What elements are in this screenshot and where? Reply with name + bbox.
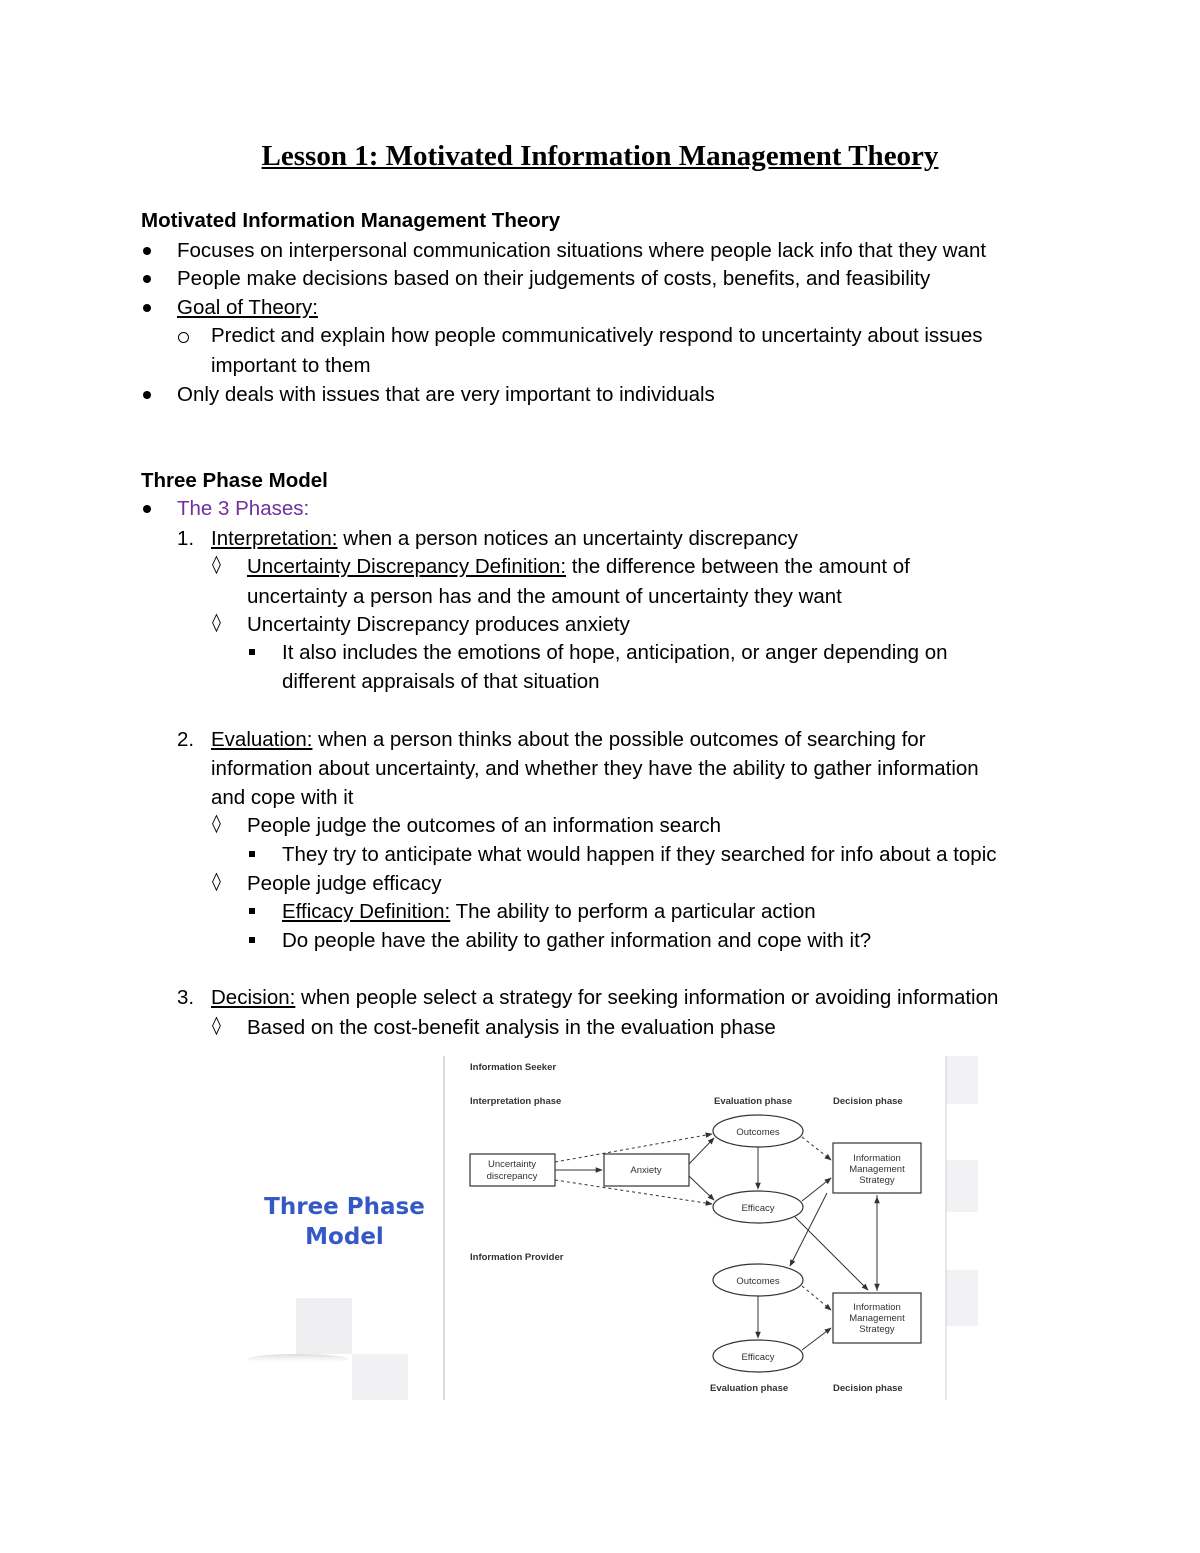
decorative-square bbox=[296, 1298, 352, 1354]
section-heading-three-phase: Three Phase Model bbox=[141, 469, 328, 492]
sub-list-item: Based on the cost-benefit analysis in the evaluation phase bbox=[247, 1016, 776, 1039]
definition-term: Efficacy Definition: bbox=[282, 900, 451, 923]
efficacy-bottom-text: Efficacy bbox=[741, 1352, 775, 1363]
sub-list-item: People judge efficacy bbox=[247, 872, 442, 895]
bullet-icon bbox=[143, 505, 151, 513]
section-heading-mimt: Motivated Information Management Theory bbox=[141, 209, 561, 232]
outcomes-top-text: Outcomes bbox=[736, 1127, 780, 1138]
phase-2-text: when a person thinks about the possible outcomes of searching for bbox=[312, 728, 926, 751]
diamond-bullet-icon: ◊ bbox=[212, 813, 221, 834]
three-phase-model-figure bbox=[240, 1052, 980, 1402]
ims-top-line2: Management bbox=[849, 1164, 905, 1175]
sub-list-item: Predict and explain how people communicatively respond to uncertainty about issues bbox=[211, 324, 983, 347]
sub-list-item: People judge the outcomes of an information search bbox=[247, 814, 722, 837]
sub-sub-list-item: It also includes the emotions of hope, anticipation, or anger depending on bbox=[282, 641, 948, 664]
list-item: Focuses on interpersonal communication situations where people lack info that they want bbox=[177, 239, 987, 262]
decorative-shadow bbox=[248, 1354, 348, 1364]
bullet-icon bbox=[143, 304, 151, 312]
phase-2-continuation: and cope with it bbox=[211, 786, 354, 809]
decorative-square bbox=[946, 1160, 978, 1212]
decorative-square bbox=[946, 1056, 978, 1104]
sub-sub-list-item-continuation: different appraisals of that situation bbox=[282, 670, 600, 693]
label-interpretation-phase: Interpretation phase bbox=[470, 1096, 562, 1107]
phase-1-text: when a person notices an uncertainty discrepancy bbox=[337, 527, 798, 550]
figure-side-title-line1: Three Phase bbox=[264, 1194, 425, 1220]
diamond-bullet-icon: ◊ bbox=[212, 554, 221, 575]
label-information-provider: Information Provider bbox=[470, 1252, 564, 1263]
bullet-icon bbox=[143, 247, 151, 255]
list-item: People make decisions based on their judgements of costs, benefits, and feasibility bbox=[177, 267, 931, 290]
ims-bottom-line3: Strategy bbox=[859, 1324, 895, 1335]
label-information-seeker: Information Seeker bbox=[470, 1062, 557, 1073]
label-evaluation-phase-bottom: Evaluation phase bbox=[710, 1383, 789, 1394]
list-item: Only deals with issues that are very important to individuals bbox=[177, 383, 715, 406]
efficacy-top-text: Efficacy bbox=[741, 1203, 775, 1214]
diamond-bullet-icon: ◊ bbox=[212, 871, 221, 892]
ims-bottom-line2: Management bbox=[849, 1313, 905, 1324]
ims-top-line3: Strategy bbox=[859, 1175, 895, 1186]
phase-3 bbox=[211, 983, 998, 1012]
phase-3-term: Decision: bbox=[211, 986, 296, 1009]
definition-text: the difference between the amount of bbox=[566, 555, 910, 578]
phase-1-definition bbox=[247, 552, 910, 581]
decorative-square bbox=[352, 1354, 408, 1400]
phase-1 bbox=[211, 524, 798, 553]
discrepancy-text: discrepancy bbox=[486, 1171, 538, 1182]
diamond-bullet-icon: ◊ bbox=[212, 612, 221, 633]
phase-3-text: when people select a strategy for seeking information or avoiding information bbox=[295, 986, 999, 1009]
ims-top-line1: Information bbox=[853, 1153, 901, 1164]
square-bullet-icon bbox=[249, 851, 255, 857]
uncertainty-text: Uncertainty bbox=[487, 1159, 537, 1170]
outcomes-bottom-text: Outcomes bbox=[736, 1276, 780, 1287]
phase-number: 1. bbox=[177, 527, 195, 550]
diamond-bullet-icon: ◊ bbox=[212, 1015, 221, 1036]
sub-list-item: Uncertainty Discrepancy produces anxiety bbox=[247, 613, 630, 636]
label-decision-phase-bottom: Decision phase bbox=[833, 1383, 903, 1394]
sub-sub-list-item: Do people have the ability to gather information and cope with it? bbox=[282, 929, 872, 952]
phases-label: The 3 Phases: bbox=[177, 497, 310, 520]
decorative-square bbox=[946, 1270, 978, 1326]
bullet-icon bbox=[143, 275, 151, 283]
bullet-icon bbox=[143, 391, 151, 399]
definition-term: Uncertainty Discrepancy Definition: bbox=[247, 555, 567, 578]
efficacy-definition bbox=[282, 897, 816, 926]
circle-bullet-icon bbox=[178, 332, 189, 343]
page-title: Lesson 1: Motivated Information Management Theory bbox=[261, 140, 939, 172]
phase-1-term: Interpretation: bbox=[211, 527, 338, 550]
square-bullet-icon bbox=[249, 908, 255, 914]
phase-2-continuation: information about uncertainty, and whether they have the ability to gather information bbox=[211, 757, 979, 780]
definition-continuation: uncertainty a person has and the amount of uncertainty they want bbox=[247, 585, 842, 608]
anxiety-text: Anxiety bbox=[630, 1165, 662, 1176]
phase-number: 2. bbox=[177, 728, 195, 751]
definition-text: The ability to perform a particular action bbox=[450, 900, 816, 923]
phase-2 bbox=[211, 725, 926, 754]
ims-bottom-line1: Information bbox=[853, 1302, 901, 1313]
sub-list-item-continuation: important to them bbox=[211, 354, 371, 377]
label-decision-phase-top: Decision phase bbox=[833, 1096, 903, 1107]
figure-side-title-line2: Model bbox=[305, 1224, 384, 1250]
square-bullet-icon bbox=[249, 937, 255, 943]
phase-number: 3. bbox=[177, 986, 195, 1009]
sub-sub-list-item: They try to anticipate what would happen if they searched for info about a topic bbox=[282, 843, 997, 866]
list-item-goal: Goal of Theory: bbox=[177, 296, 318, 319]
label-evaluation-phase-top: Evaluation phase bbox=[714, 1096, 793, 1107]
phase-2-term: Evaluation: bbox=[211, 728, 313, 751]
square-bullet-icon bbox=[249, 649, 255, 655]
figure-arrows bbox=[555, 1134, 877, 1350]
